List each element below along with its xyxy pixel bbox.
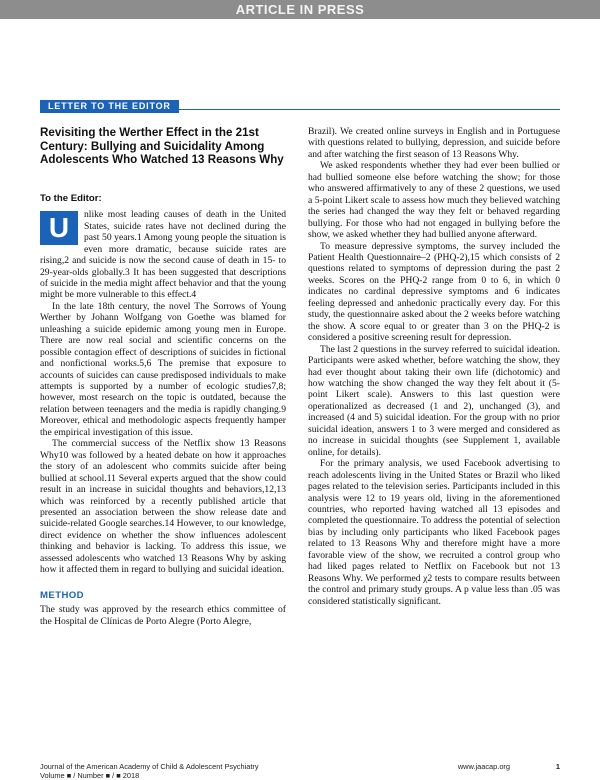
paragraph-3: The commercial success of the Netflix show 13 Reasons Why10 was followed by a heated debate on how it approaches the story of an adolescent who commits suicide after being bullied at school.11 Several experts argued that the show could result in an increase in suicidal thoughts and behaviors,12,13 which was reinforced by a recently published article that presented an association between the show release date and suicide-related Google searches.14 However, to our knowledge, direct evidence on whether the show influences adolescent thinking and behavior is lacking. To address this issue, we assessed adolescents who watched 13 Reasons Why by asking how it affected them in regard to bullying and suicidal ideation. (40, 438, 286, 576)
journal-url-link[interactable]: www.jaacap.org (457, 762, 510, 771)
paragraph-7: The last 2 questions in the survey referred to suicidal ideation. Participants were asked whether, before watching the show, they had ever thought about taking their own life (dichotomic) and how watching the show changed the way they felt about it (5-point Likert scale). Answers to this last question were operationalized as decreased (1 and 2), unchanged (3), and increased (4 and 5) suicidal ideation. For the group with no prior suicidal ideation, answers 1 to 3 were merged and considered as no increase in suicidal thoughts (see Supplement 1, available online, for details). (308, 343, 560, 458)
method-paragraph: The study was approved by the research ethics committee of the Hospital de Clínicas de Porto Alegre (Porto Alegre, (40, 604, 286, 627)
right-column (308, 126, 560, 607)
paragraph-1 (40, 209, 286, 301)
paragraph-4: Brazil). We created online surveys in English and in Portuguese with questions related to bullying, depression, and suicide before and after watching the first season of 13 Reasons Why. (308, 126, 560, 160)
section-tag-label: LETTER TO THE EDITOR (40, 100, 179, 113)
paragraph-1-text: nlike most leading causes of death in the United States, suicide rates have not declined during the past 50 years.1 Among young people the situation is even more dramatic, because suicide rates are rising,2 and suicide is now the second cause of death in 15- to 29-year-olds globally.3 It has been suggested that descriptions of suicide in the media might affect behavior and that the young might be more vulnerable to this effect.4 (40, 209, 286, 301)
paragraph-2: In the late 18th century, the novel The Sorrows of Young Werther by Johann Wolfgang von Goethe was blamed for unleashing a suicide epidemic among young men in Europe. There are now real social and scientific concerns on the possible contagion effect of descriptions of suicides in fictional and nonfictional works.5,6 The premise that exposure to accounts of suicides can cause predisposed individuals to make attempts is supported by a number of ecologic studies7,8; however, most research on the topic is outdated, because the relation between teenagers and the media is rapidly changing.9 Moreover, ethical and methodologic aspects frequently hamper the empirical investigation of this issue. (40, 300, 286, 438)
footer-journal (40, 762, 300, 780)
salutation: To the Editor: (40, 192, 102, 204)
paragraph-8: For the primary analysis, we used Facebook advertising to reach adolescents living in the United States or Brazil who liked pages related to the television series. Participants included in this analysis were 12 to 19 years old, living in the aforementioned countries, who reported having watched all 13 episodes and completed the questionnaire. To address the potential of selection bias by including only participants who liked Facebook pages related to 13 Reasons Why and therefore might have a more favorable view of the show, we recruited a control group who had liked pages related to Netflix on Facebook but not 13 Reasons Why. We performed χ2 tests to compare results between the control and primary study groups. A p value less than .05 was considered statistically significant. (308, 458, 560, 607)
paragraph-6: To measure depressive symptoms, the survey included the Patient Health Questionnaire–2 (PHQ-2),15 which consists of 2 questions related to symptoms of depression during the past 2 weeks. Scores on the PHQ-2 range from 0 to 6, in which 0 indicates no cardinal depressive symptoms and 6 indicates feeling depressed and anhedonic practically every day. For this study, the questionnaire asked about the 2 weeks before watching the show. A score equal to or greater than 3 on the PHQ-2 is considered a positive screening result for depression. (308, 240, 560, 344)
article-in-press-banner: ARTICLE IN PRESS (0, 0, 600, 19)
drop-cap: U (40, 211, 78, 245)
journal-name: Journal of the American Academy of Child & Adolescent Psychiatry (40, 762, 259, 771)
page-number: 1 (555, 762, 560, 771)
volume-info: Volume ■ / Number ■ / ■ 2018 (40, 771, 140, 780)
section-tag (40, 96, 560, 110)
article-title: Revisiting the Werther Effect in the 21st Century: Bullying and Suicidality Among Adolescents Who Watched 13 Reasons Why (40, 126, 284, 167)
method-heading: METHOD (40, 589, 84, 601)
left-column (40, 126, 286, 627)
paragraph-5: We asked respondents whether they had ever been bullied or had bullied someone else before watching the show; for those who answered affirmatively to any of these 2 questions, we used a 5-point Likert scale to assess how much they believed watching the series had changed the way they felt or behaved regarding bullying. For those who had not engaged in bullying before the show, we asked whether they had bullied anyone afterward. (308, 160, 560, 241)
